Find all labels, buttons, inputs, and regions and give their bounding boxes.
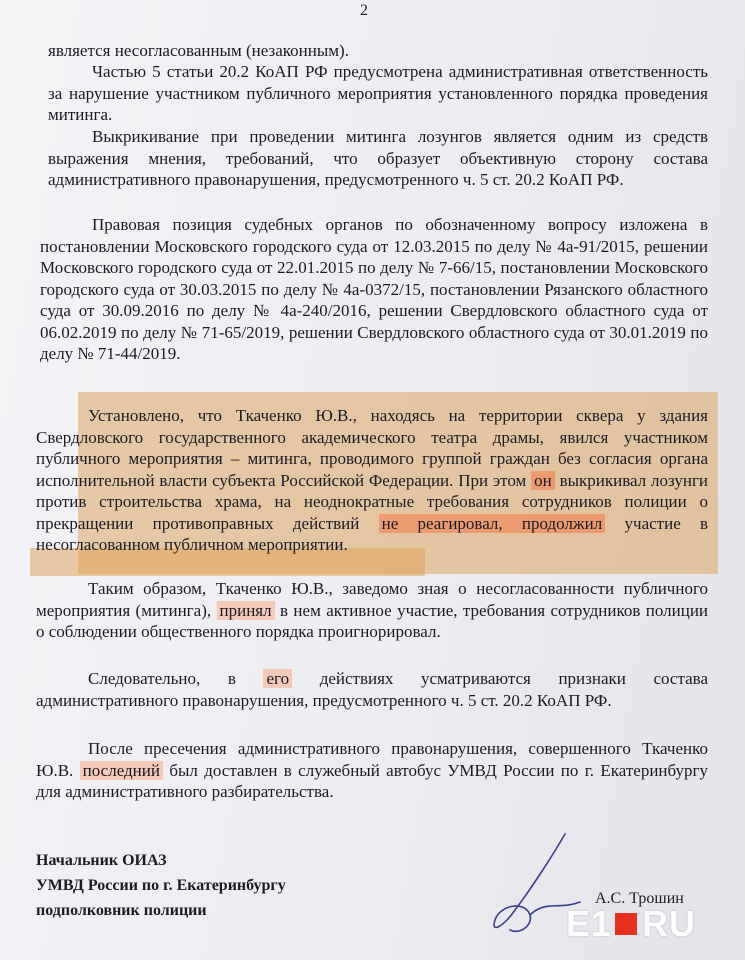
paragraph-6-text-b: действиях усматриваются признаки состава административного правонарушения, предусмотренного ч. 5 ст. 20.2 КоАП РФ. — [36, 669, 708, 710]
signatory-block — [36, 848, 286, 923]
signatory-rank: подполковник полиции — [36, 902, 207, 919]
logo-right-text: RU — [642, 903, 697, 944]
logo-left-text: E1 — [566, 903, 613, 944]
paragraph-4-text-b: выкрикивал лозунги против строительства храма, на неоднократные требования сотрудников полиции о прекращении противоправных действий — [36, 470, 709, 533]
paragraph-7-text-a: После пресечения административного правонарушения, совершенного Ткаченко Ю.В. — [36, 739, 708, 780]
paragraph-6-text-a: Следовательно, в — [88, 669, 236, 688]
highlight-prinyal: принял — [217, 601, 275, 620]
logo-square-icon — [615, 913, 637, 935]
e1-watermark-logo — [566, 905, 736, 943]
highlight-posledniy: последний — [80, 761, 163, 780]
signatory-department: УМВД России по г. Екатеринбургу — [36, 877, 286, 894]
paragraph-3: Правовая позиция судебных органов по обозначенному вопросу изложена в постановлении Московского городского суда от 12.03.2015 по делу № 4а-91/2015, решении Московского городского суда от 22.01.2015 по делу № 7-66/15, постановлении Московского городского суда от 30.03.2015 по делу № 4а-0372/15, постановлении Рязанского областного суда от 30.09.2016 по делу № 4а-240/2016, решении Свердловского областного суда от 06.02.2019 по делу № 71-65/2019, решении Свердловского областного суда от 30.01.2019 по делу № 71-44/2019. — [40, 215, 708, 363]
paragraph-4 — [36, 405, 708, 556]
paragraph-4-text-a: Установлено, что Ткаченко Ю.В., находясь на территории сквера у здания Свердловского государственного академического театра драмы, явился участником публичного мероприятия – митинга, проводимого группой граждан без согласия органа исполнительной власти субъекта Российской Федерации. При этом — [36, 406, 708, 490]
paragraph-5-text-b: в нем активное участие, требования сотрудников полиции о соблюдении общественного порядка проигнорировал. — [36, 600, 709, 641]
paragraph-5-text-a: Таким образом, Ткаченко Ю.В., заведомо зная о несогласованности публичного мероприятия (митинга), — [36, 579, 708, 620]
paragraph-4-text-c: участие в несогласованном публичном мероприятии. — [36, 513, 709, 554]
paragraph-1: Частью 5 статьи 20.2 КоАП РФ предусмотрена административная ответственность за нарушение участником публичного мероприятия установленного порядка проведения митинга. — [48, 62, 708, 124]
paragraph-2: Выкрикивание при проведении митинга лозунгов является одним из средств выражения мнения, требований, что образует объективную сторону состава административного правонарушения, предусмотренного ч. 5 ст. 20.2 КоАП РФ. — [48, 127, 708, 189]
paragraph-7 — [36, 738, 708, 803]
paragraph-5 — [36, 578, 708, 643]
signatory-name: А.С. Трошин — [595, 890, 684, 907]
paragraph-6 — [36, 668, 708, 711]
signatory-position: Начальник ОИАЗ — [36, 852, 167, 869]
highlight-ne-reagiroval: не реагировал, продолжил — [379, 514, 606, 533]
paragraph-7-text-b: был доставлен в служебный автобус УМВД России по г. Екатеринбургу для административного разбирательства. — [36, 760, 708, 801]
highlight-on: он — [531, 471, 555, 490]
highlight-ego: его — [263, 669, 292, 688]
page-number: 2 — [360, 2, 368, 19]
paragraph-0: является несогласованным (незаконным). — [48, 41, 349, 60]
